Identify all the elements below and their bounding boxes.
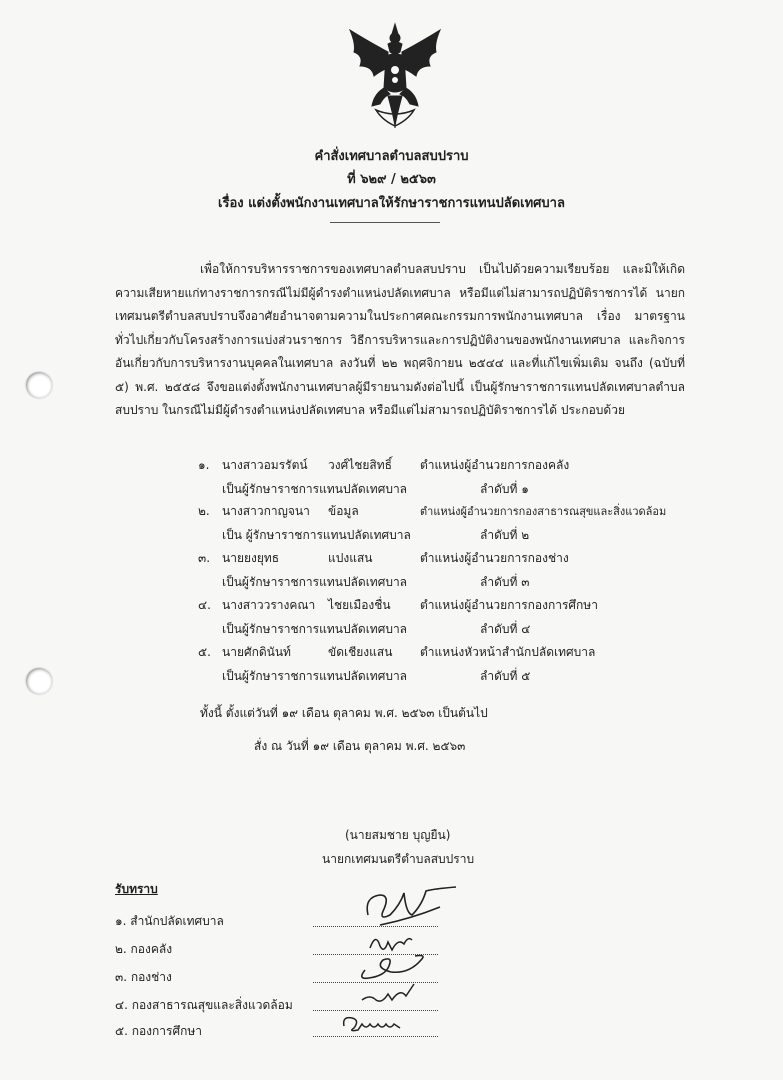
appointee-position: ตำแหน่งผู้อำนวยการกองช่าง [420, 551, 569, 565]
appointee-position: ตำแหน่งผู้อำนวยการกองคลัง [420, 458, 570, 472]
ack-item: ๒. กองคลัง [115, 942, 173, 956]
appointee-role: เป็นผู้รักษาราชการแทนปลัดเทศบาล [222, 669, 408, 683]
appointee-position: ตำแหน่งหัวหน้าสำนักปลัดเทศบาล [420, 645, 596, 659]
appointee-surname: วงศ์ไชยสิทธิ์ [328, 458, 392, 472]
signature-1 [360, 885, 460, 930]
appointee-number: ๔. [198, 598, 211, 612]
appointee-number: ๕. [198, 645, 211, 659]
appointee-name: นายศักดินันท์ [222, 645, 291, 659]
appointee-order: ลำดับที่ ๕ [480, 669, 531, 683]
order-date: สั่ง ณ วันที่ ๑๙ เดือน ตุลาคม พ.ศ. ๒๕๖๓ [254, 739, 466, 753]
effective-date: ทั้งนี้ ตั้งแต่วันที่ ๑๙ เดือน ตุลาคม พ.ศ. ๒๕๖๓ เป็นต้นไป [200, 706, 488, 720]
appointee-order: ลำดับที่ ๔ [480, 622, 531, 636]
appointee-role: เป็นผู้รักษาราชการแทนปลัดเทศบาล [222, 622, 408, 636]
appointee-order: ลำดับที่ ๑ [480, 482, 529, 496]
appointee-name: นางสาววรางคณา [222, 598, 316, 612]
appointee-role: เป็นผู้รักษาราชการแทนปลัดเทศบาล [222, 575, 408, 589]
appointee-order: ลำดับที่ ๓ [480, 575, 530, 589]
appointee-name: นางสาวอมรรัตน์ [222, 458, 308, 472]
appointee-position: ตำแหน่งผู้อำนวยการกองสาธารณสุขและสิ่งแวดล้อม [420, 505, 667, 518]
signatory-name: (นายสมชาย บุญยืน) [345, 828, 451, 842]
ack-item: ๕. กองการศึกษา [115, 1024, 203, 1038]
appointee-surname: ข้อมูล [328, 504, 359, 518]
ack-item: ๔. กองสาธารณสุขและสิ่งแวดล้อม [115, 998, 293, 1012]
order-title: คำสั่งเทศบาลตำบลสบปราบ [314, 149, 469, 164]
appointee-name: นางสาวกาญจนา [222, 504, 310, 518]
punch-hole [26, 668, 52, 694]
appointee-number: ๓. [198, 551, 211, 565]
appointee-surname: ไชยเมืองชื่น [328, 598, 391, 612]
acknowledgment-title: รับทราบ [115, 882, 158, 896]
paragraph-text: เพื่อให้การบริหารราชการของเทศบาลตำบลสบปราบ เป็นไปด้วยความเรียบร้อย และมิให้เกิดความเสียหายแก่ทางราชการกรณีไม่มีผู้ดำรงตำแหน่งปลัดเทศบาล หรือมีแต่ไม่สามารถปฏิบัติราชการได้ นายกเทศมนตรีตำบลสบปราบจึงอาศัยอำนาจตามความในประกาศคณะกรรมการพนักงานเทศบาล เรื่อง มาตรฐานทั่วไปเกี่ยวกับโครงสร้างการแบ่งส่วนราชการ วิธีการบริหารและการปฏิบัติงานของพนักงานเทศบาล และกิจการอันเกี่ยวกับการบริหารงานบุคคลในเทศบาล ลงวันที่ ๒๒ พฤศจิกายน ๒๕๔๔ และที่แก้ไขเพิ่มเติม จนถึง (ฉบับที่ ๕) พ.ศ. ๒๕๕๘ จึงขอแต่งตั้งพนักงานเทศบาลผู้มีรายนามดังต่อไปนี้ เป็นผู้รักษาราชการแทนปลัดเทศบาลตำบลสบปราบ ในกรณีไม่มีผู้ดำรงตำแหน่งปลัดเทศบาล หรือมีแต่ไม่สามารถปฏิบัติราชการได้ ประกอบด้วย [115, 262, 685, 417]
appointee-number: ๑. [198, 458, 210, 472]
garuda-emblem-icon [346, 22, 444, 132]
signature-5 [338, 1010, 408, 1036]
appointee-role: เป็นผู้รักษาราชการแทนปลัดเทศบาล [222, 482, 408, 496]
punch-hole [26, 372, 52, 398]
appointee-order: ลำดับที่ ๒ [480, 528, 530, 542]
signature-line [313, 1036, 438, 1037]
appointee-number: ๒. [198, 504, 210, 518]
signatory-title: นายกเทศมนตรีตำบลสบปราบ [322, 852, 475, 866]
order-subject: เรื่อง แต่งตั้งพนักงานเทศบาลให้รักษาราชการแทนปลัดเทศบาล [218, 196, 565, 211]
appointee-surname: ขัดเชียงแสน [328, 645, 393, 659]
signature-3 [355, 948, 435, 984]
appointee-name: นายยงยุทธ [222, 551, 280, 565]
appointee-surname: แปงแสน [328, 551, 373, 565]
body-paragraph [115, 258, 685, 423]
ack-item: ๑. สำนักปลัดเทศบาล [115, 914, 224, 928]
appointee-position: ตำแหน่งผู้อำนวยการกองการศึกษา [420, 598, 598, 612]
ack-item: ๓. กองช่าง [115, 970, 172, 984]
order-number: ที่ ๖๒๙ / ๒๕๖๓ [347, 172, 436, 187]
signature-4 [358, 980, 418, 1008]
appointee-role: เป็น ผู้รักษาราชการแทนปลัดเทศบาล [222, 528, 411, 542]
divider [330, 222, 440, 223]
